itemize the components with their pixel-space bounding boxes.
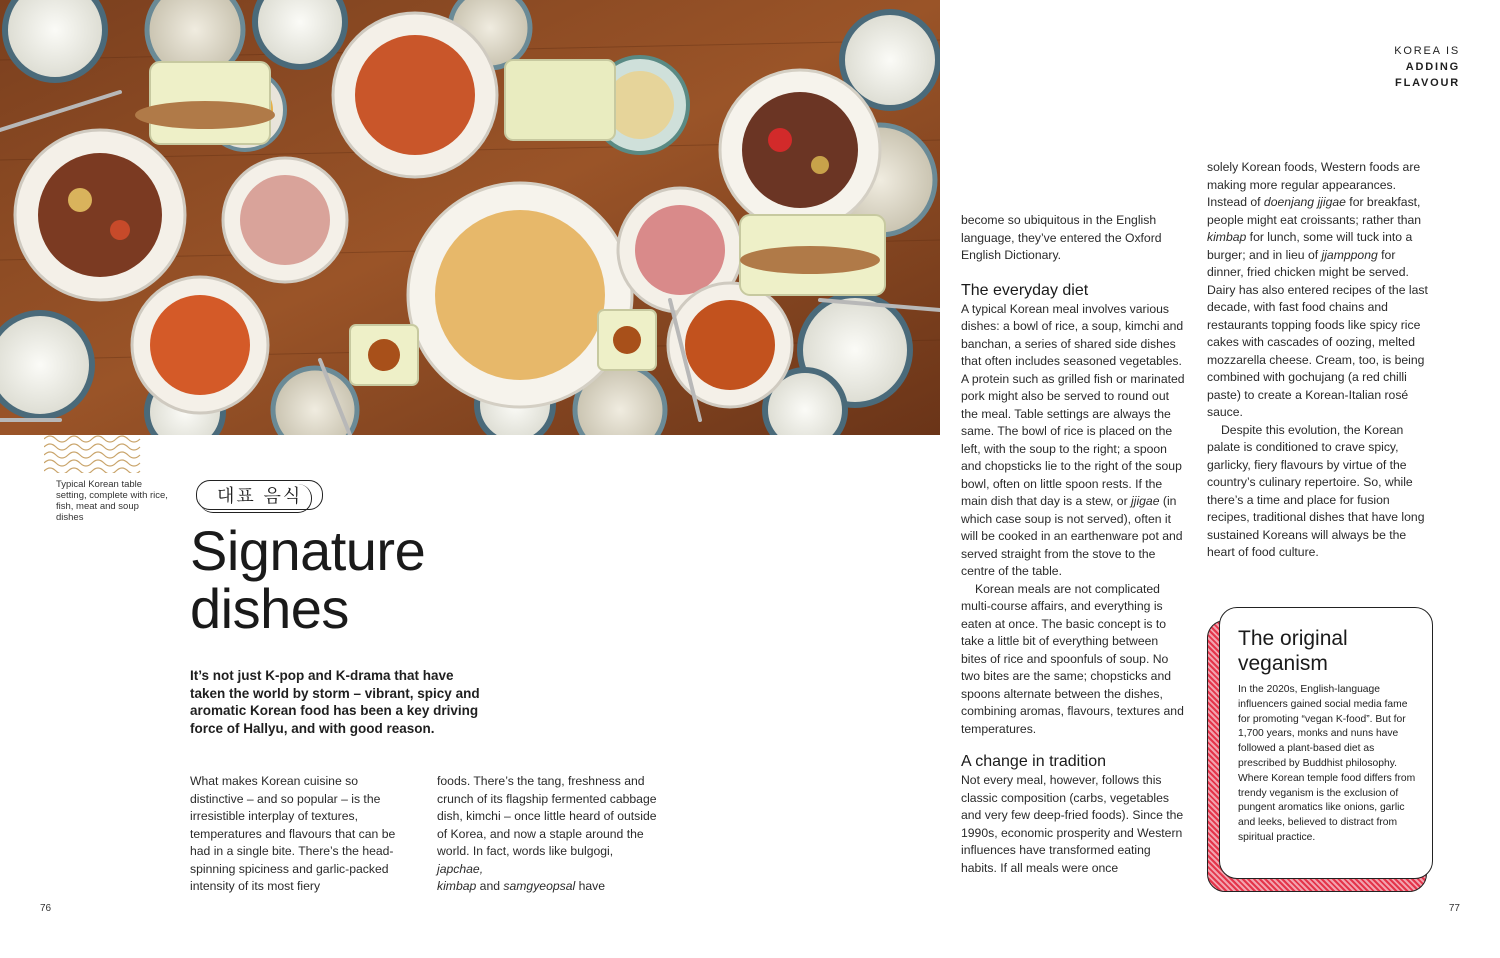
body-column-4 bbox=[1207, 159, 1433, 562]
text-run: solely Korean foods, Western foods are making more regular appearances. Instead of bbox=[1207, 160, 1421, 209]
body-column-2 bbox=[437, 773, 657, 896]
body-paragraph bbox=[961, 301, 1187, 581]
sidebar-title: The original veganism bbox=[1238, 627, 1348, 675]
page-title bbox=[190, 519, 570, 640]
italic-term: doenjang jjigae bbox=[1263, 195, 1346, 209]
intro-paragraph: It’s not just K-pop and K-drama that have taken the world by storm – vibrant, spicy and aromatic Korean food has been a key driving force of Hallyu, and with good reason. bbox=[190, 668, 480, 736]
body-column-3 bbox=[961, 212, 1187, 877]
running-head bbox=[1394, 43, 1460, 91]
italic-term: japchae, bbox=[437, 861, 484, 876]
body-paragraph: Korean meals are not complicated multi-course affairs, and everything is eaten at once. The basic concept is to take a little bit of everything between bites of rice and spoonfuls of soup. No two bites are the same; chopsticks and spoons alternate between the dishes, combining aromas, flavours, textures and temperatures. bbox=[961, 581, 1184, 736]
body-column-1 bbox=[190, 773, 408, 896]
korean-label: 대표 음식 bbox=[196, 480, 323, 510]
body-paragraph: Despite this evolution, the Korean palate is conditioned to crave spicy, garlicky, fiery flavours by virtue of the country’s culinary repertoire. So, while there’s a time and place for fusion recipes, traditional dishes that have long sustained Koreans will always be the heart of food culture. bbox=[1207, 422, 1425, 559]
body-paragraph: What makes Korean cuisine so distinctive – and so popular – is the irresistible interplay of textures, temperatures and flavours that can be had in a single bite. There’s the head-spinning spiciness and garlic-packed intensity of its most fiery bbox=[190, 774, 396, 893]
text-run: foods. There’s the tang, freshness and crunch of its flagship fermented cabbage dish, kimchi – once little heard of outside of Korea, and now a staple around the world. In fact, words like bulgogi, bbox=[437, 774, 657, 858]
title-line-1: Signature bbox=[190, 519, 426, 582]
text-run: for dinner, fried chicken might be served. Dairy has also entered recipes of the last decade, with fast food chains and restaurants topping foods like spicy rice cakes with cascades of oozing, melted mozzarella cheese. Cream, too, is being combined with gochujang (a red chilli paste) to create a Korean-Italian rosé sauce. bbox=[1207, 247, 1428, 419]
text-run: for breakfast, people might eat croissants; rather than bbox=[1207, 195, 1422, 227]
running-head-line-2: ADDING bbox=[1405, 61, 1460, 73]
italic-term: samgyeopsal bbox=[503, 879, 576, 893]
subheading-everyday-diet: The everyday diet bbox=[961, 281, 1089, 299]
subheading-change-in-tradition: A change in tradition bbox=[961, 753, 1106, 770]
page-number-left: 76 bbox=[40, 903, 52, 914]
title-line-2: dishes bbox=[190, 577, 349, 640]
food-table-photo bbox=[0, 0, 940, 435]
italic-term: jjigae bbox=[1131, 494, 1160, 508]
wave-ornament-icon bbox=[44, 433, 142, 473]
text-run: A typical Korean meal involves various dishes: a bowl of rice, a soup, kimchi and banchan, a series of shared side dishes that often includes seasoned vegetables. A protein such as grilled fish or marinated pork might also be served to round out the meal. Table settings are always the same. The bowl of rice is placed on the left, with the soup to the right; a spoon and chopsticks lie to the right of the soup bowl, often on little spoon rests. If the main dish that day is a stew, or bbox=[961, 301, 1185, 508]
sidebar-body: In the 2020s, English-language influencers gained social media fame for promoting “vegan K-food”. But for 1,700 years, monks and nuns have followed a plant-based diet as prescribed by Buddhist philosophy. Where Korean temple food differs from trendy veganism is the exclusion of pungent aromatics like onions, garlic and leeks, believed to distract from spiritual practice. bbox=[1238, 684, 1416, 843]
page-number-right: 77 bbox=[1448, 903, 1460, 914]
text-run: (in which case soup is not served), often it will be cooked in an earthenware pot and served straight from the stove to the centre of the table. bbox=[961, 494, 1183, 578]
photo-caption: Typical Korean table setting, complete with rice, fish, meat and soup dishes bbox=[56, 479, 168, 523]
running-head-line-3: FLAVOUR bbox=[1395, 77, 1460, 89]
italic-term: jjamppong bbox=[1321, 247, 1378, 262]
body-paragraph: Not every meal, however, follows this classic composition (carbs, vegetables and very few deep-fried foods). Since the 1990s, economic prosperity and Western influences have transformed eating habits. If all meals were once bbox=[961, 773, 1184, 875]
body-paragraph bbox=[1207, 159, 1433, 422]
italic-term: kimbap bbox=[437, 879, 477, 893]
text-run: have bbox=[575, 879, 606, 893]
text-run: for lunch, some will tuck into a burger; and in lieu of bbox=[1207, 230, 1413, 262]
running-head-line-1: KOREA IS bbox=[1394, 45, 1460, 57]
body-paragraph bbox=[437, 773, 657, 896]
text-run: and bbox=[476, 879, 504, 893]
italic-term: kimbap bbox=[1207, 230, 1247, 244]
body-paragraph: become so ubiquitous in the English language, they’ve entered the Oxford English Dictionary. bbox=[961, 213, 1162, 262]
